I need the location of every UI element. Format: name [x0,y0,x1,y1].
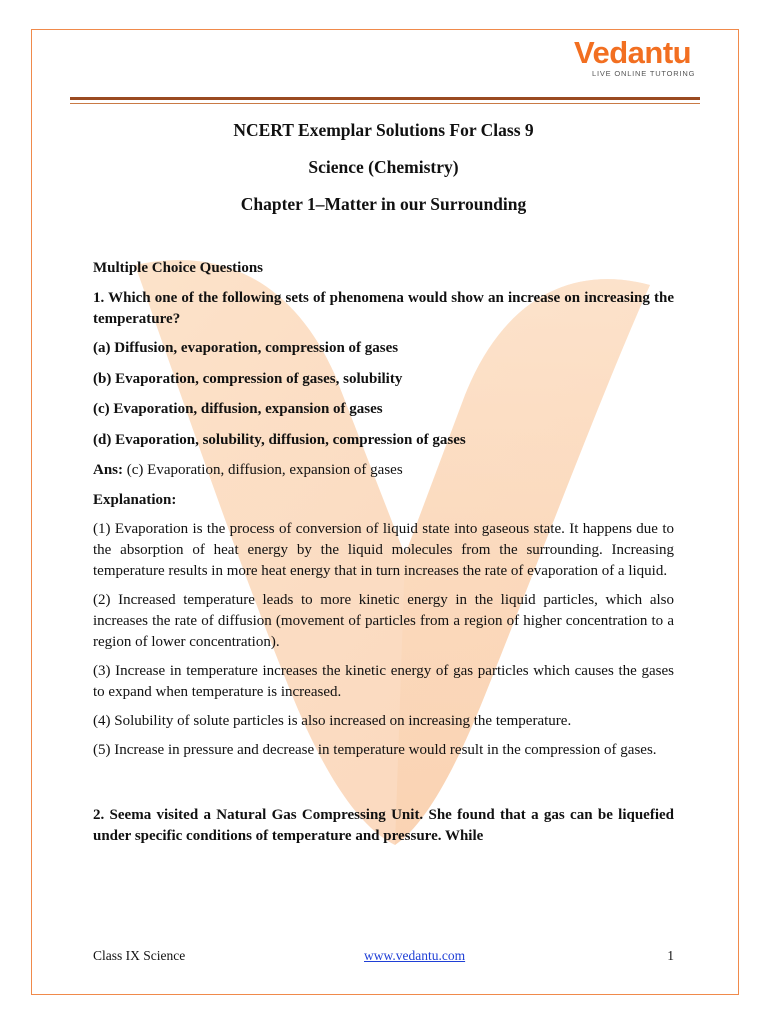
option-c: (c) Evaporation, diffusion, expansion of gases [93,401,383,417]
page-footer [93,948,674,966]
question-2: 2. Seema visited a Natural Gas Compressing Unit. She found that a gas can be liquefied under specific conditions of temperature and pressure. While [93,807,674,844]
option-d: (d) Evaporation, solubility, diffusion, compression of gases [93,431,466,448]
explanation-point-1: (1) Evaporation is the process of conversion of liquid state into gaseous state. It happens due to the absorption of heat energy by the liquid molecules from the surrounding. Increasing temperature results in more heat energy that in turn increases the rate of evaporation of a liquid. [93,521,674,579]
explanation-point-4: (4) Solubility of solute particles is also increased on increasing the temperature. [93,713,572,729]
header-divider [70,97,700,100]
document-body [93,120,674,856]
footer-class-label: Class IX Science [93,948,186,963]
option-a: (a) Diffusion, evaporation, compression of gases [93,340,399,356]
vedantu-logo [560,33,700,87]
answer-text: (c) Evaporation, diffusion, expansion of gases [123,462,403,478]
question-1: 1. Which one of the following sets of phenomena would show an increase on increasing the temperature? [93,290,674,327]
doc-chapter: Chapter 1–Matter in our Surrounding [240,194,527,214]
answer-line [93,461,674,479]
section-heading: Multiple Choice Questions [93,260,264,276]
footer-page-number: 1 [667,948,674,963]
explanation-point-5: (5) Increase in pressure and decrease in temperature would result in the compression of gases. [93,742,657,758]
explanation-point-3: (3) Increase in temperature increases the kinetic energy of gas particles which causes the gases to expand when temperature is increased. [93,663,674,700]
header-divider-thin [70,103,700,104]
doc-subject: Science (Chemistry) [308,157,459,177]
answer-label: Ans: [93,462,124,478]
option-b: (b) Evaporation, compression of gases, solubility [93,370,403,387]
doc-title: NCERT Exemplar Solutions For Class 9 [233,120,534,140]
logo-wordmark: Vedantu [574,35,692,70]
logo-tagline: LIVE ONLINE TUTORING [592,69,696,78]
explanation-point-2: (2) Increased temperature leads to more kinetic energy in the liquid particles, which also increases the rate of diffusion (movement of particles from a region of higher concentration to a region of lower concentration). [93,592,674,650]
footer-website-link[interactable]: www.vedantu.com [364,948,466,963]
explanation-heading: Explanation: [93,492,177,508]
